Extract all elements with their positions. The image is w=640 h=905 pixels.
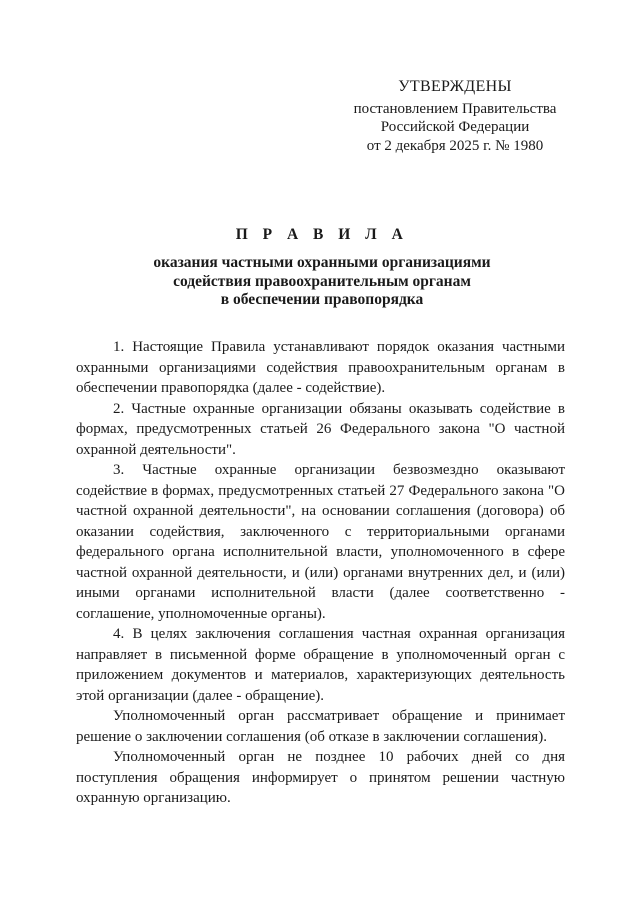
paragraph-4: 4. В целях заключения соглашения частная охранная организация направляет в письменной форме обращение в уполномоченный орган с приложением документов и материалов, характеризующих деятельность этой организации (далее - обращение).	[76, 626, 565, 704]
approval-line-date: от 2 декабря 2025 г. № 1980	[366, 137, 544, 154]
paragraph-1: 1. Настоящие Правила устанавливают порядок оказания частными охранными организациями содействия правоохранительным органам в обеспечении правопорядка (далее - содействие).	[76, 339, 565, 396]
document-subtitle-line-3: в обеспечении правопорядка	[220, 291, 424, 308]
approval-line-federation: Российской Федерации	[380, 119, 530, 135]
document-subtitle-line-1: оказания частными охранными организациями	[153, 254, 491, 271]
paragraph-5: Уполномоченный орган рассматривает обращение и принимает решение о заключении соглашения (об отказе в заключении соглашения).	[76, 708, 565, 745]
approval-line-decree: постановлением Правительства	[353, 100, 557, 117]
document-title-block	[80, 226, 564, 310]
paragraph-3: 3. Частные охранные организации безвозмездно оказывают содействие в формах, предусмотренных статьей 27 Федерального закона "О частной охранной деятельности", на основании соглашения (договора) об оказании содействия, заключенного с территориальными органами федерального органа исполнительной власти, уполномоченного в сфере частной охранной деятельности, и (или) органами внутренних дел, и (или) иными органами исполнительной власти (далее соответственно - соглашение, уполномоченные органы).	[76, 462, 565, 622]
approval-stamp-block	[330, 78, 580, 155]
document-subtitle-line-2: содействия правоохранительным органам	[173, 272, 471, 290]
paragraph-6: Уполномоченный орган не позднее 10 рабочих дней со дня поступления обращения информирует о принятом решении частную охранную организацию.	[76, 749, 565, 806]
document-title: П Р А В И Л А	[235, 226, 409, 243]
approved-heading: УТВЕРЖДЕНЫ	[398, 78, 512, 95]
paragraph-2: 2. Частные охранные организации обязаны оказывать содействие в формах, предусмотренных статьей 26 Федерального закона "О частной охранной деятельности".	[76, 400, 565, 458]
document-body	[76, 337, 565, 809]
